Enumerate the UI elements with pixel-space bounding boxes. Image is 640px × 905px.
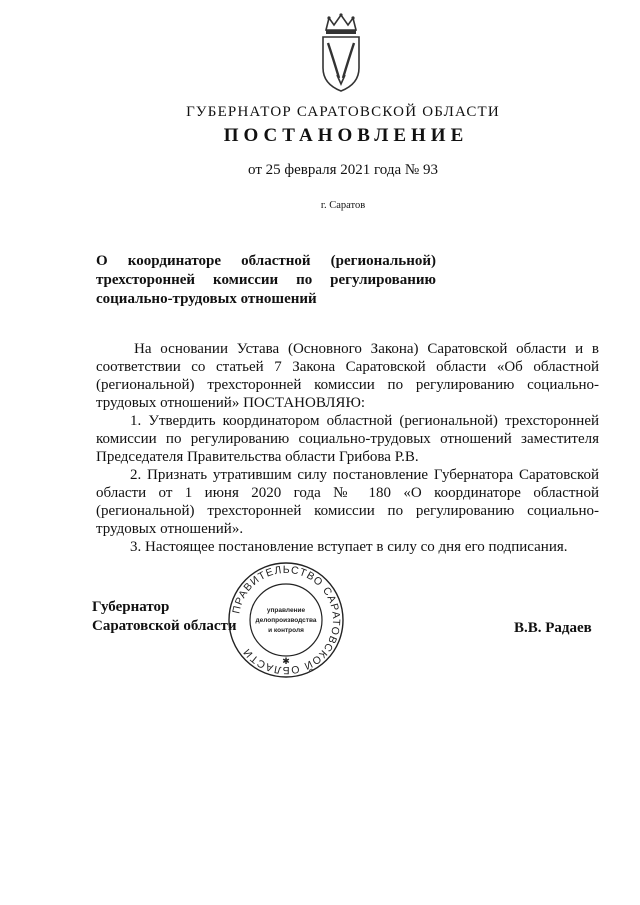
official-stamp <box>226 560 346 680</box>
title-line: социально-трудовых отношений <box>96 291 317 307</box>
signer-title-line: Саратовской области <box>92 618 237 634</box>
document-type: ПОСТАНОВЛЕНИЕ <box>223 125 469 146</box>
clause-3: 3. Настоящее постановление вступает в силу со дня его подписания. <box>130 539 568 555</box>
clause-2: 2. Признать утратившим силу постановление Губернатора Саратовской области от 1 июня 2020 года № 180 «О координаторе областной (региональной) трехсторонней комиссии по регулированию социально-трудовых отношений». <box>96 467 599 537</box>
signer-name: В.В. Радаев <box>514 620 592 636</box>
stamp-inner-line: управление <box>266 607 306 614</box>
coat-of-arms-icon <box>316 12 366 94</box>
stamp-inner-line: делопроизводства <box>255 617 317 624</box>
document-title <box>96 252 436 309</box>
document-city: г. Саратов <box>320 200 366 211</box>
signer-title-line: Губернатор <box>92 599 170 615</box>
issuing-authority: ГУБЕРНАТОР САРАТОВСКОЙ ОБЛАСТИ <box>186 104 500 120</box>
signer-title <box>92 598 237 636</box>
document-date-number: от 25 февраля 2021 года № 93 <box>248 162 438 178</box>
title-line: трехсторонней комиссии по регулированию <box>96 272 436 288</box>
stamp-inner-line: и контроля <box>268 627 304 634</box>
preamble-paragraph: На основании Устава (Основного Закона) Саратовской области и в соответствии со статьей 7 Закона Саратовской области «Об областной (региональной) трехсторонней комиссии по регулированию социально-трудовых отношений» ПОСТАНОВЛЯЮ: <box>96 341 599 411</box>
stamp-star-icon: ✱ <box>282 656 290 666</box>
clause-1: 1. Утвердить координатором областной (региональной) трехсторонней комиссии по регулированию социально-трудовых отношений заместителя Председателя Правительства области Грибова Р.В. <box>96 413 599 465</box>
title-line: О координаторе областной (региональной) <box>96 253 436 269</box>
document-body <box>96 340 599 556</box>
stamp-outer-text: ПРАВИТЕЛЬСТВО САРАТОВСКОЙ ОБЛАСТИ <box>230 563 343 677</box>
